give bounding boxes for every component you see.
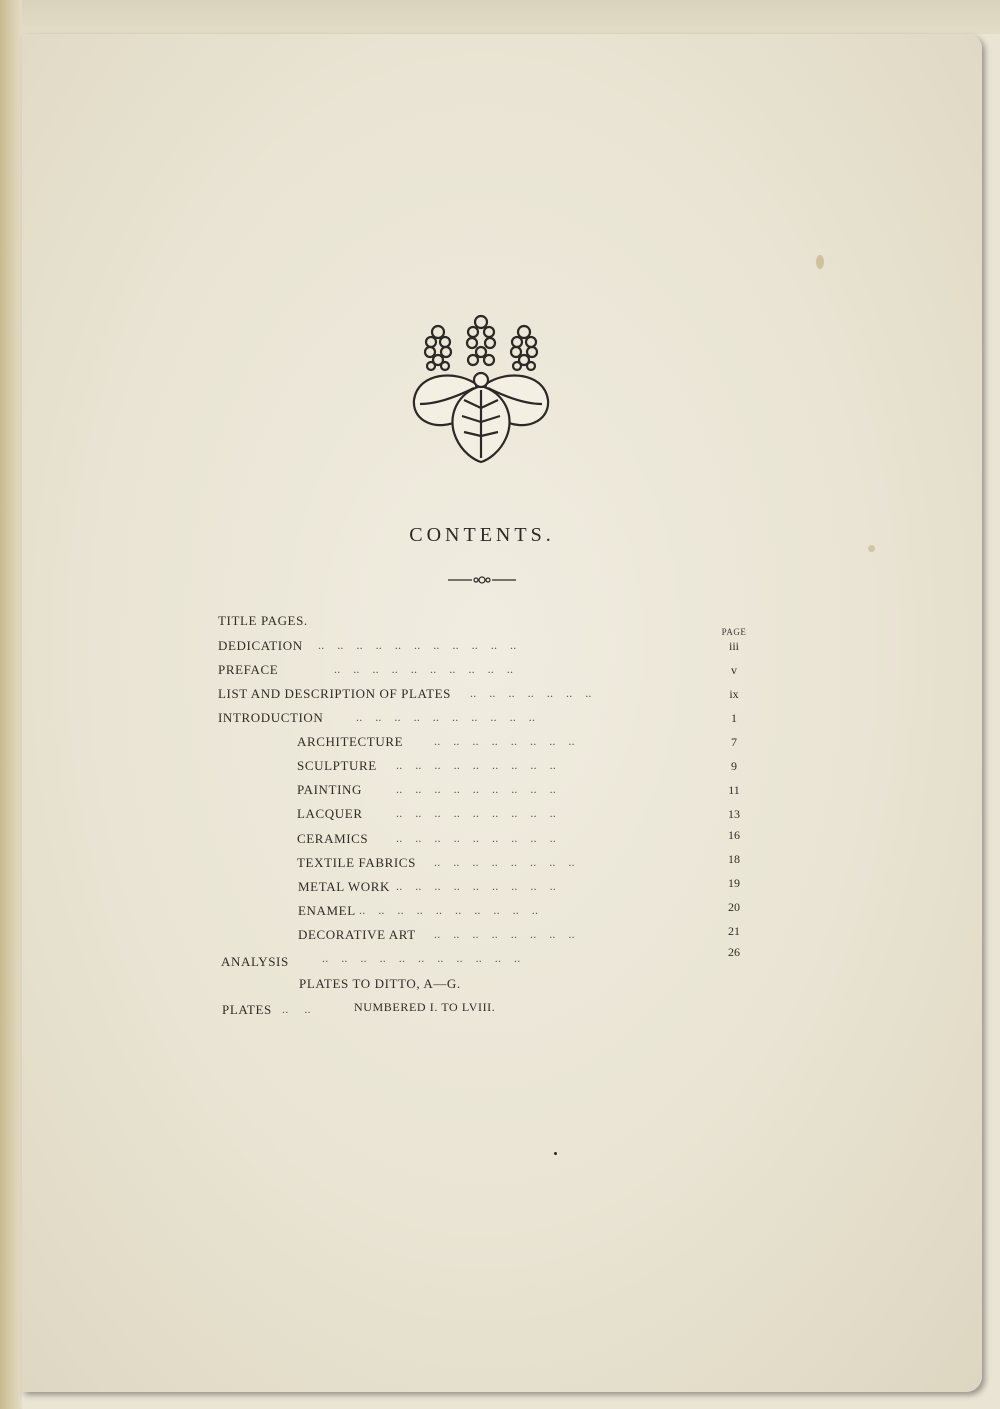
toc-page-number: 16 — [728, 828, 740, 842]
toc-entry-dedication: DEDICATION — [218, 638, 303, 653]
toc-entry-sculpture: SCULPTURE — [297, 758, 377, 773]
toc-entry-plates-to-ditto: PLATES TO DITTO, A—G. — [299, 976, 461, 991]
leader-dots: .. .. .. .. .. .. .. .. .. — [396, 806, 556, 820]
toc-page-number: 21 — [728, 924, 740, 938]
toc-page-number: iii — [728, 639, 739, 653]
leader-dots: .. .. .. .. .. .. .. .. .. — [396, 782, 556, 796]
leader-dots: .. .. — [282, 1002, 311, 1016]
paulownia-crest-icon — [408, 312, 554, 464]
ink-speck — [554, 1152, 557, 1155]
book-spine — [0, 0, 22, 1409]
leader-dots: .. .. .. .. .. .. .. .. — [434, 927, 575, 941]
toc-entry-list-of-plates: LIST AND DESCRIPTION OF PLATES — [218, 686, 452, 701]
leader-dots: .. .. .. .. .. .. .. — [470, 686, 592, 700]
page-title: CONTENTS. — [409, 524, 555, 546]
toc-entry-textile-fabrics: TEXTILE FABRICS — [297, 855, 416, 870]
toc-entry-architecture: ARCHITECTURE — [297, 734, 404, 749]
toc-page-number: 13 — [728, 807, 740, 821]
toc-page-number: 20 — [728, 900, 740, 914]
toc-entry-introduction: INTRODUCTION — [218, 710, 324, 725]
toc-page-number: ix — [729, 687, 739, 701]
foxing-spot — [868, 545, 875, 552]
foxing-spot — [816, 255, 824, 269]
page-top-edge — [0, 0, 1000, 34]
toc-page-number: 1 — [731, 711, 737, 725]
leader-dots: .. .. .. .. .. .. .. .. — [434, 855, 575, 869]
leader-dots: .. .. .. .. .. .. .. .. .. — [396, 831, 556, 845]
leader-dots: .. .. .. .. .. .. .. .. .. .. — [356, 710, 536, 724]
toc-page-number: 9 — [731, 759, 737, 773]
leader-dots: .. .. .. .. .. .. .. .. .. .. .. — [322, 951, 521, 965]
leader-dots: .. .. .. .. .. .. .. .. — [434, 734, 575, 748]
toc-entry-analysis: ANALYSIS — [221, 954, 289, 969]
toc-page-number: 26 — [728, 945, 740, 959]
toc-entry-preface: PREFACE — [218, 662, 279, 677]
toc-page-number: 7 — [731, 735, 737, 749]
toc-entry-ceramics: CERAMICS — [297, 831, 369, 846]
leader-dots: .. .. .. .. .. .. .. .. .. — [396, 758, 556, 772]
toc-entry-title-pages: TITLE PAGES. — [218, 613, 308, 628]
toc-entry-enamel: ENAMEL — [298, 903, 356, 918]
leader-dots: .. .. .. .. .. .. .. .. .. .. — [334, 662, 514, 676]
toc-entry-plates: PLATES — [222, 1002, 272, 1017]
toc-page-number: 18 — [728, 852, 740, 866]
toc-entry-numbered-plates: NUMBERED I. TO LVIII. — [354, 1000, 496, 1014]
leader-dots: .. .. .. .. .. .. .. .. .. .. — [359, 903, 539, 917]
toc-page-number: 11 — [728, 783, 740, 797]
leader-dots: .. .. .. .. .. .. .. .. .. .. .. — [318, 638, 517, 652]
leader-dots: .. .. .. .. .. .. .. .. .. — [396, 879, 556, 893]
toc-entry-lacquer: LACQUER — [297, 806, 363, 821]
fleuron-rule-icon — [448, 574, 516, 586]
page-column-header: PAGE — [721, 627, 747, 637]
toc-entry-painting: PAINTING — [297, 782, 362, 797]
toc-entry-decorative-art: DECORATIVE ART — [298, 927, 416, 942]
toc-entry-metal-work: METAL WORK — [298, 879, 390, 894]
toc-page-number: v — [731, 663, 737, 677]
toc-page-number: 19 — [728, 876, 740, 890]
